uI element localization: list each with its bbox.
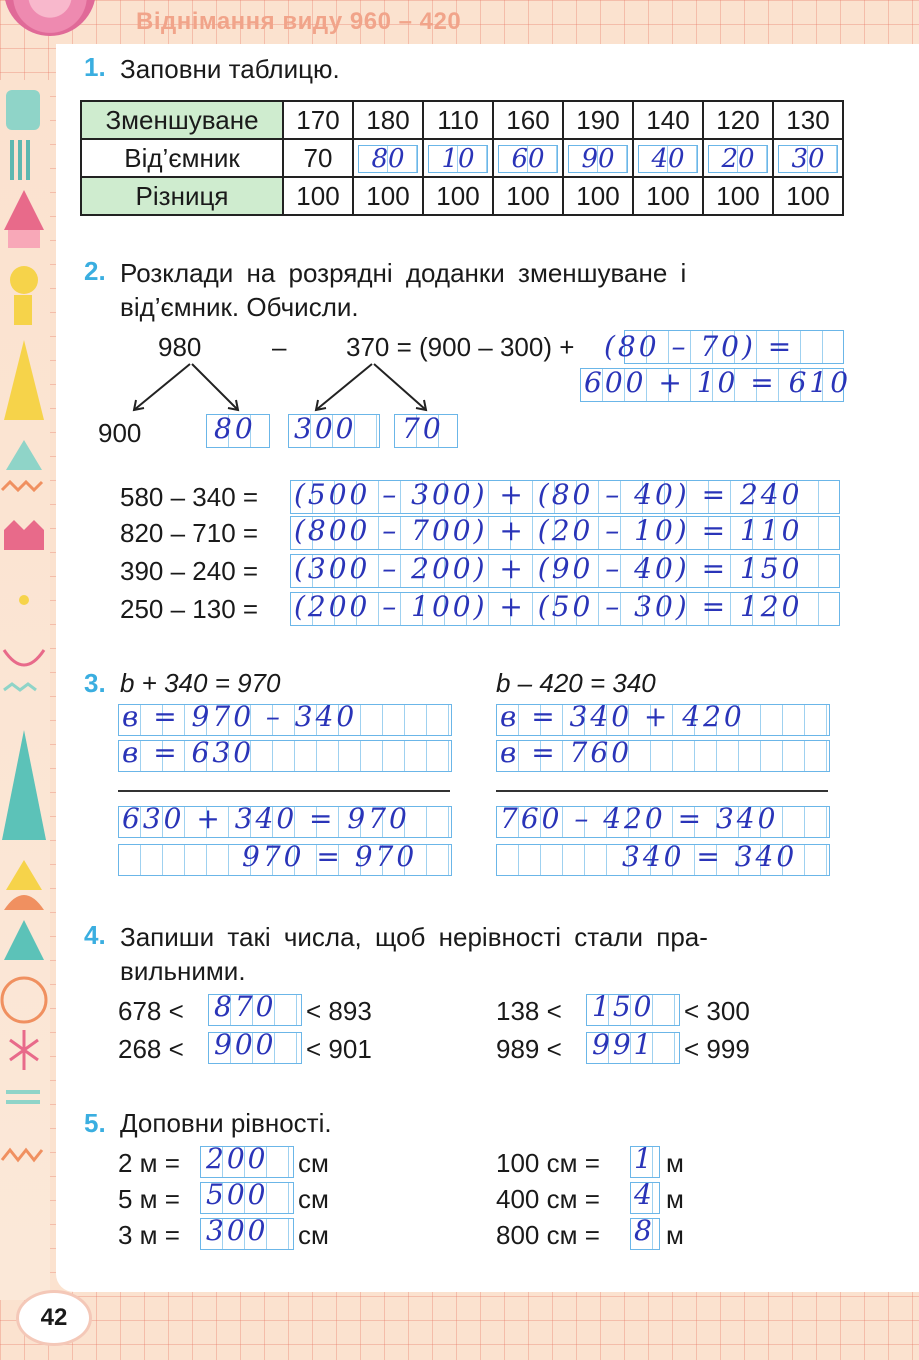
table-cell: 120 xyxy=(703,101,773,139)
table-cell: 100 xyxy=(773,177,843,215)
side-ornaments-icon xyxy=(0,80,50,1300)
handwritten-answer: 20 xyxy=(708,145,768,173)
equality-left: 400 см = xyxy=(496,1184,600,1214)
table-row-difference xyxy=(81,177,843,215)
task4-instruction-line1: Запиши такі числа, щоб нерівності стали пра- xyxy=(120,922,708,952)
table-cell: 140 xyxy=(633,101,703,139)
expression: 580 – 340 = xyxy=(120,482,259,512)
task3-number: 3. xyxy=(84,668,106,698)
inequality-right: < 893 xyxy=(306,996,372,1026)
table-cell-handwritten[interactable] xyxy=(353,139,423,177)
subtraction-table xyxy=(80,100,844,216)
row-label-subtrahend: Від’ємник xyxy=(81,139,283,177)
snail-decoration xyxy=(4,0,96,36)
handwritten-answer: 300 xyxy=(294,412,357,445)
table-cell-handwritten[interactable] xyxy=(633,139,703,177)
handwritten-answer: 8 xyxy=(634,1214,655,1247)
handwritten-answer: 340 = 340 xyxy=(622,840,798,873)
table-cell: 170 xyxy=(283,101,353,139)
check-divider xyxy=(496,790,828,792)
task1-instruction: Заповни таблицю. xyxy=(120,54,340,84)
handwritten-answer: 40 xyxy=(638,145,698,173)
table-cell-handwritten[interactable] xyxy=(773,139,843,177)
handwritten-answer: 900 xyxy=(214,1028,277,1061)
handwritten-answer: 991 xyxy=(592,1028,655,1061)
equality-left: 2 м = xyxy=(118,1148,180,1178)
handwritten-answer: (500 – 300) + (80 – 40) = 240 xyxy=(294,478,803,511)
handwritten-answer: в = 970 – 340 xyxy=(122,700,358,733)
table-cell-handwritten[interactable] xyxy=(563,139,633,177)
handwritten-answer: 970 = 970 xyxy=(242,840,418,873)
table-cell: 100 xyxy=(493,177,563,215)
handwritten-answer: в = 340 + 420 xyxy=(500,700,745,733)
table-cell: 100 xyxy=(423,177,493,215)
check-divider xyxy=(118,790,450,792)
handwritten-answer: 80 xyxy=(358,145,418,173)
handwritten-answer: в = 630 xyxy=(122,736,255,769)
handwritten-answer: 4 xyxy=(634,1178,655,1211)
page-title: Віднімання виду 960 – 420 xyxy=(136,8,462,35)
inequality-left: 268 < xyxy=(118,1034,184,1064)
handwritten-answer: 200 xyxy=(206,1142,269,1175)
example-minuend: 980 xyxy=(158,332,202,362)
task1-number: 1. xyxy=(84,52,106,82)
handwritten-answer: 760 – 420 = 340 xyxy=(500,802,779,835)
equality-left: 3 м = xyxy=(118,1220,180,1250)
unit-label: м xyxy=(666,1148,684,1178)
table-cell: 160 xyxy=(493,101,563,139)
equation-right: b – 420 = 340 xyxy=(496,668,656,698)
handwritten-answer: 630 + 340 = 970 xyxy=(122,802,410,835)
task2-number: 2. xyxy=(84,256,106,286)
equality-left: 100 см = xyxy=(496,1148,600,1178)
table-cell: 110 xyxy=(423,101,493,139)
handwritten-answer: (200 – 100) + (50 – 30) = 120 xyxy=(294,590,803,623)
row-label-minuend: Зменшуване xyxy=(81,101,283,139)
unit-label: м xyxy=(666,1184,684,1214)
table-cell: 100 xyxy=(633,177,703,215)
inequality-right: < 901 xyxy=(306,1034,372,1064)
handwritten-answer: 600 + 10 = 610 xyxy=(584,366,852,399)
expression: 820 – 710 = xyxy=(120,518,259,548)
task5-number: 5. xyxy=(84,1108,106,1138)
decorative-side-strip xyxy=(0,80,50,1300)
handwritten-answer: (800 – 700) + (20 – 10) = 110 xyxy=(294,514,803,547)
handwritten-answer: (80 – 70) = xyxy=(604,330,795,363)
example-expression: 370 = (900 – 300) + xyxy=(346,332,575,362)
handwritten-answer: 500 xyxy=(206,1178,269,1211)
unit-label: см xyxy=(298,1148,329,1178)
unit-label: м xyxy=(666,1220,684,1250)
handwritten-answer: 300 xyxy=(206,1214,269,1247)
inequality-left: 678 < xyxy=(118,996,184,1026)
handwritten-answer: 70 xyxy=(402,412,444,445)
handwritten-answer: 10 xyxy=(428,145,488,173)
task4-number: 4. xyxy=(84,920,106,950)
table-cell: 100 xyxy=(353,177,423,215)
equation-left: b + 340 = 970 xyxy=(120,668,281,698)
inequality-right: < 300 xyxy=(684,996,750,1026)
task4-instruction-line2: вильними. xyxy=(120,956,246,986)
decomposition-arrows-icon xyxy=(120,360,460,420)
handwritten-answer: 90 xyxy=(568,145,628,173)
handwritten-answer: в = 760 xyxy=(500,736,633,769)
table-cell: 100 xyxy=(283,177,353,215)
table-cell: 100 xyxy=(563,177,633,215)
row-label-difference: Різниця xyxy=(81,177,283,215)
handwritten-answer: 870 xyxy=(214,990,277,1023)
table-cell-handwritten[interactable] xyxy=(703,139,773,177)
handwritten-answer: 60 xyxy=(498,145,558,173)
unit-label: см xyxy=(298,1220,329,1250)
handwritten-answer: 150 xyxy=(592,990,655,1023)
page-header xyxy=(0,0,919,44)
handwritten-answer: 80 xyxy=(214,412,256,445)
equality-left: 5 м = xyxy=(118,1184,180,1214)
task2-instruction-line2: від’ємник. Обчисли. xyxy=(120,292,359,322)
handwritten-answer: 30 xyxy=(778,145,838,173)
table-row-minuend xyxy=(81,101,843,139)
expression: 250 – 130 = xyxy=(120,594,259,624)
table-cell: 190 xyxy=(563,101,633,139)
table-cell: 70 xyxy=(283,139,353,177)
expression: 390 – 240 = xyxy=(120,556,259,586)
inequality-left: 989 < xyxy=(496,1034,562,1064)
example-minus: – xyxy=(272,332,287,362)
inequality-right: < 999 xyxy=(684,1034,750,1064)
table-cell: 180 xyxy=(353,101,423,139)
task2-instruction-line1: Розклади на розрядні доданки зменшуване і xyxy=(120,258,687,288)
equality-left: 800 см = xyxy=(496,1220,600,1250)
page-number: 42 xyxy=(16,1290,92,1346)
table-cell: 100 xyxy=(703,177,773,215)
table-row-subtrahend xyxy=(81,139,843,177)
unit-label: см xyxy=(298,1184,329,1214)
handwritten-answer: 1 xyxy=(634,1142,655,1175)
task5-instruction: Доповни рівності. xyxy=(120,1108,332,1138)
table-cell-handwritten[interactable] xyxy=(493,139,563,177)
inequality-left: 138 < xyxy=(496,996,562,1026)
split-hundreds-900: 900 xyxy=(98,418,142,448)
table-cell: 130 xyxy=(773,101,843,139)
handwritten-answer: (300 – 200) + (90 – 40) = 150 xyxy=(294,552,803,585)
table-cell-handwritten[interactable] xyxy=(423,139,493,177)
